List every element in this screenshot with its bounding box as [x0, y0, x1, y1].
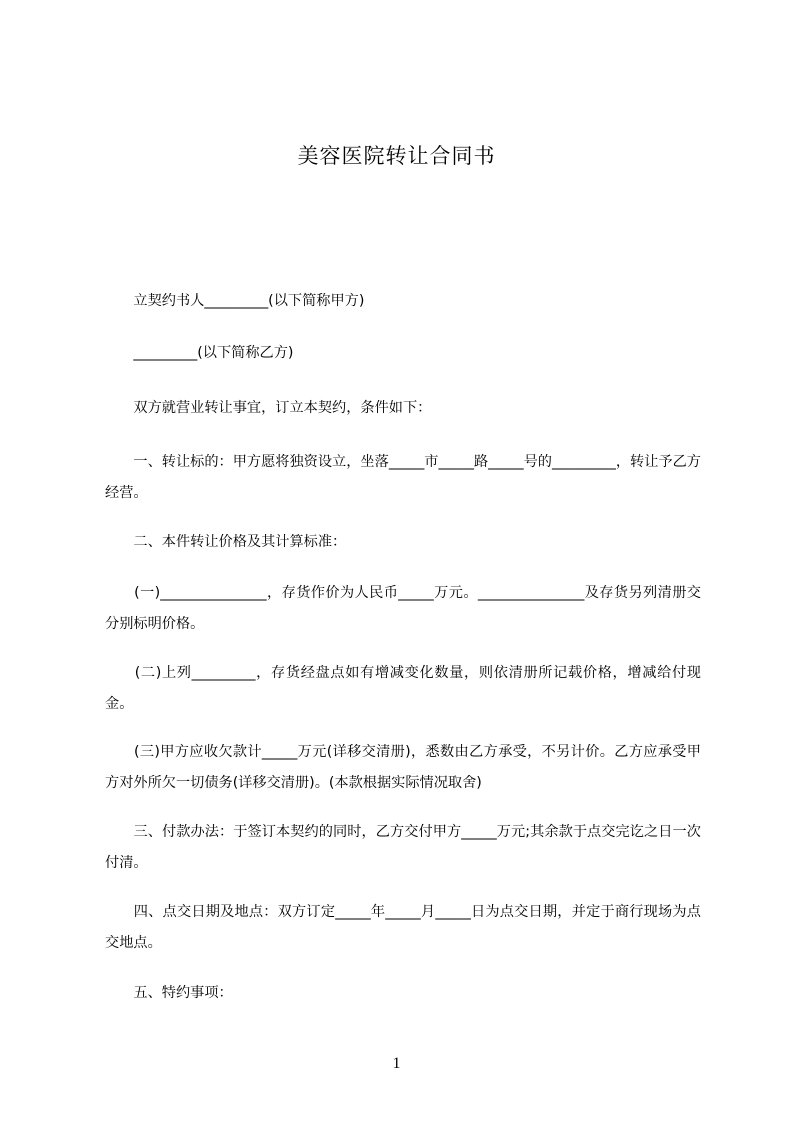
paragraph-intro: 双方就营业转让事宜，订立本契约，条件如下： [105, 400, 432, 416]
paragraph-clause-2-item-3: (三)甲方应收欠款计_____万元(详移交清册)，悉数由乙方承受，不另计价。乙方应承受甲方对外所欠一切债务(详移交清册)。(本款根据实际情况取舍) [105, 744, 701, 791]
paragraph-party-a: 立契约书人_________(以下简称甲方) [105, 293, 365, 309]
paragraph-clause-2: 二、本件转让价格及其计算标准： [105, 534, 347, 550]
paragraph-clause-5: 五、特约事项： [105, 985, 233, 1001]
paragraph-party-b: _________(以下简称乙方) [105, 345, 294, 361]
page-number: 1 [392, 1055, 401, 1072]
paragraph-clause-1: 一、转让标的：甲方愿将独资设立，坐落_____市_____路_____号的_________，转让予乙方经营。 [105, 454, 701, 501]
paragraph-clause-2-item-2: (二)上列_________，存货经盘点如有增减变化数量，则依清册所记载价格，增减给付现金。 [105, 665, 701, 712]
paragraph-clause-4: 四、点交日期及地点：双方订定_____年_____月_____日为点交日期，并定于商行现场为点交地点。 [105, 904, 701, 951]
paragraph-clause-3: 三、付款办法：于签订本契约的同时，乙方交付甲方_____万元;其余款于点交完讫之日一次付清。 [105, 824, 701, 871]
paragraph-clause-2-item-1: (一)_______________，存货作价为人民币_____万元。_______________及存货另列清册交分别标明价格。 [105, 585, 701, 632]
document-title: 美容医院转让合同书 [297, 144, 496, 168]
